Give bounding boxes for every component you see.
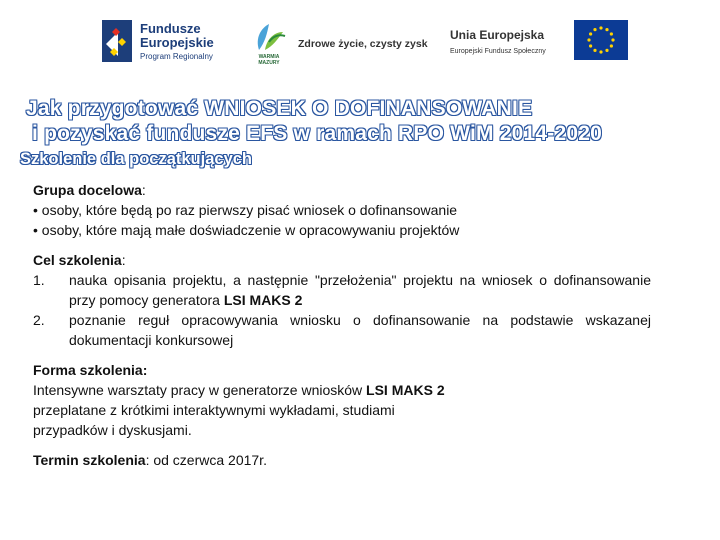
form-heading: Forma szkolenia: xyxy=(33,362,148,378)
eu-star-icon xyxy=(599,50,602,53)
ue-line1: Unia Europejska xyxy=(450,28,545,42)
target-group-item-2: • osoby, które mają małe doświadczenie w opracowywaniu projektów xyxy=(33,222,460,238)
warmia-mazury-emblem-icon xyxy=(245,20,293,54)
eu-star-icon xyxy=(589,32,592,35)
content xyxy=(33,180,651,480)
form-text-3: przypadków i dyskusjami. xyxy=(33,422,192,438)
form-text-2: przeplatane z krótkimi interaktywnymi wykładami, studiami xyxy=(33,402,395,418)
target-group-colon: : xyxy=(141,182,146,198)
wm-label-line1: WARMIA xyxy=(258,54,280,60)
eu-star-icon xyxy=(589,44,592,47)
goal-item-2 xyxy=(33,310,651,350)
eu-star-icon xyxy=(587,38,590,41)
eu-star-icon xyxy=(593,49,596,52)
goal-section xyxy=(33,250,651,350)
goal-heading: Cel szkolenia xyxy=(33,252,122,268)
fundusze-europejskie-logo-icon xyxy=(100,18,134,64)
page-subtitle: Szkolenie dla początkujących xyxy=(20,150,252,168)
wm-label-line2: MAZURY xyxy=(258,60,280,66)
fundusze-europejskie-text xyxy=(140,22,214,61)
goal-colon: : xyxy=(121,252,126,268)
eu-star-icon xyxy=(610,44,613,47)
eu-star-icon xyxy=(610,32,613,35)
term-heading: Termin szkolenia xyxy=(33,452,146,468)
eu-star-icon xyxy=(593,28,596,31)
form-section xyxy=(33,360,651,440)
goal-item-1-bold: LSI MAKS 2 xyxy=(223,292,303,308)
term-text: : od czerwca 2017r. xyxy=(145,452,267,468)
eu-star-icon xyxy=(605,28,608,31)
wm-slogan: Zdrowe życie, czysty zysk xyxy=(298,38,428,50)
goal-item-1-text: nauka opisania projektu, a następnie "przełożenia" projektu na wniosek o dofinansowanie przy pomocy generatora xyxy=(69,272,651,308)
eu-star-icon xyxy=(611,38,614,41)
goal-item-2-num: 2. xyxy=(33,312,45,328)
target-group-item-1: • osoby, które będą po raz pierwszy pisać wniosek o dofinansowanie xyxy=(33,202,458,218)
logo-bar xyxy=(0,14,720,72)
goal-item-2-text: poznanie reguł opracowywania wniosku o dofinansowanie na podstawie wskazanej dokumentacji konkursowej xyxy=(69,312,651,348)
target-group-heading: Grupa docelowa xyxy=(33,182,142,198)
eu-star-icon xyxy=(599,26,602,29)
fe-line3: Program Regionalny xyxy=(140,52,213,61)
form-text-1: Intensywne warsztaty pracy w generatorze wniosków xyxy=(33,382,367,398)
ue-line2: Europejski Fundusz Społeczny xyxy=(450,48,546,55)
title-line1: Jak przygotować WNIOSEK O DOFINANSOWANIE xyxy=(26,97,533,120)
eu-star-icon xyxy=(605,49,608,52)
fe-line2: Europejskie xyxy=(140,35,214,50)
form-bold: LSI MAKS 2 xyxy=(366,382,445,398)
target-group-section xyxy=(33,180,651,240)
fe-line1: Fundusze xyxy=(140,21,201,36)
goal-item-1 xyxy=(33,270,651,310)
goal-item-1-num: 1. xyxy=(33,272,45,288)
unia-europejska-text xyxy=(450,28,564,55)
warmia-mazury-logo xyxy=(245,20,293,66)
eu-flag-icon xyxy=(574,20,628,60)
title-line2: i pozyskać fundusze EFS w ramach RPO WiM 2014-2020 xyxy=(32,122,603,145)
term-section xyxy=(33,450,651,470)
page-title xyxy=(26,96,706,146)
